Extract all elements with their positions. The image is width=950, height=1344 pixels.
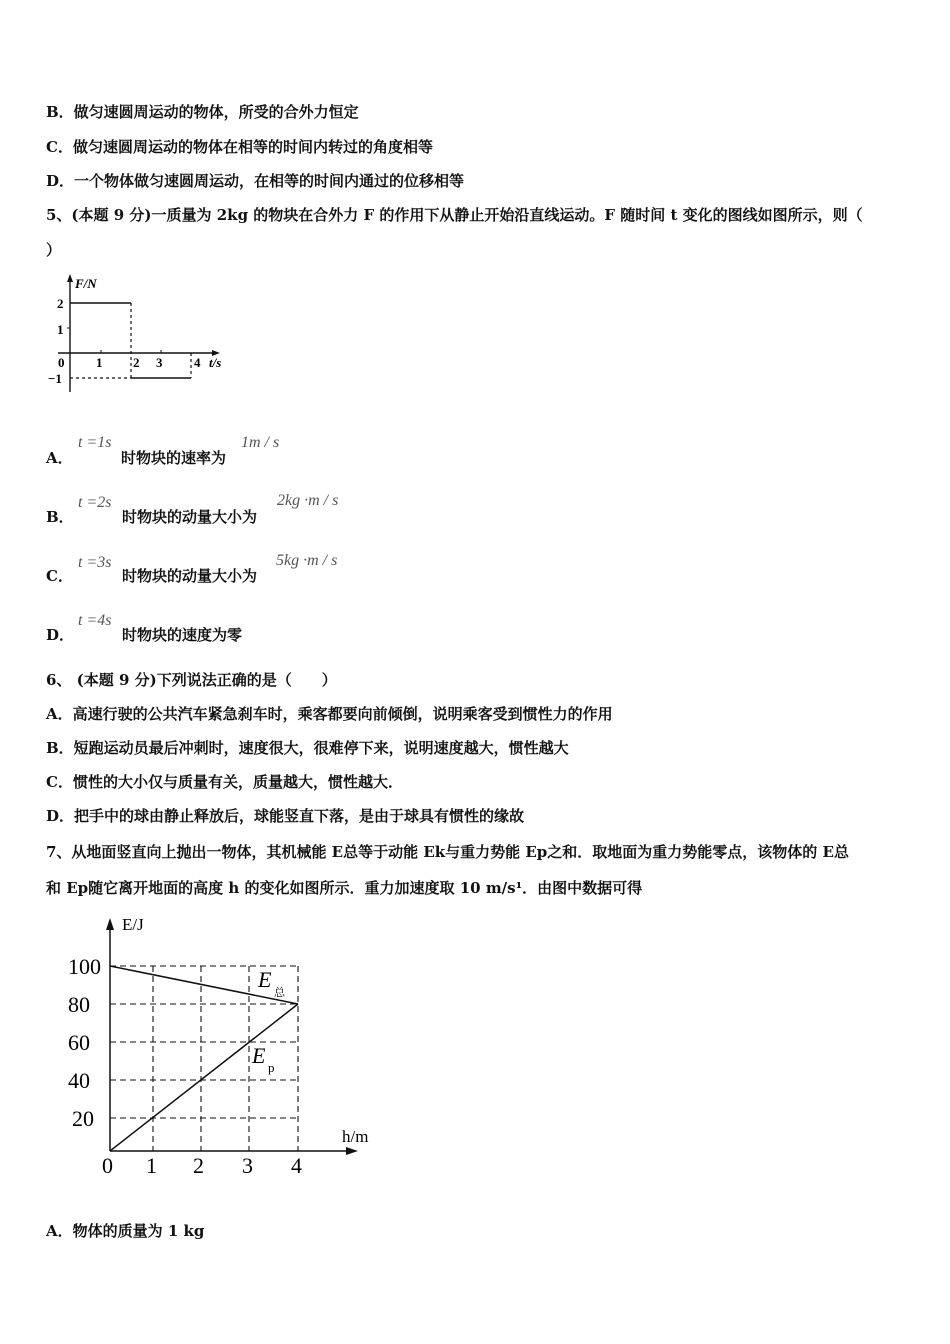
q5-option-b-formula-time: t =2s: [78, 494, 112, 511]
q7-option-a: A．物体的质量为 1 kg: [46, 1222, 205, 1240]
q5-option-d-label: D．: [46, 626, 75, 644]
q4-option-d: D．一个物体做匀速圆周运动，在相等的时间内通过的位移相等: [46, 172, 465, 190]
q6-option-b: B．短跑运动员最后冲刺时，速度很大，很难停下来，说明速度越大，惯性越大: [46, 739, 569, 757]
y-axis-arrow: [67, 274, 73, 282]
x-tick-1: 1: [96, 355, 103, 370]
q5-option-c-text: 时物块的动量大小为: [122, 567, 258, 585]
q6-option-c: C．惯性的大小仅与质量有关，质量越大，惯性越大．: [46, 773, 403, 791]
grid: [110, 966, 298, 1151]
y-tick-60: 60: [68, 1030, 90, 1055]
x-axis-label: t/s: [209, 355, 222, 370]
q5-stem-line1: 5、(本题 9 分)一质量为 2kg 的物块在合外力 F 的作用下从静止开始沿直线运动。F 随时间 t 变化的图线如图所示，则（: [46, 206, 863, 224]
q5-option-d-formula-time: t =4s: [78, 612, 112, 629]
q7-stem-line2: 和 Ep随它离开地面的高度 h 的变化如图所示．重力加速度取 10 m/s¹．由图中数据可得: [46, 879, 643, 897]
y-tick-1: 1: [57, 322, 64, 337]
series-e-total-subscript: 总: [274, 987, 285, 999]
q5-option-a-formula-time: t =1s: [78, 434, 112, 451]
y-tick-100: 100: [68, 954, 101, 979]
q6-stem: 6、 (本题 9 分)下列说法正确的是（ ）: [46, 671, 337, 689]
y-tick-80: 80: [68, 992, 90, 1017]
q7-stem-line1: 7、从地面竖直向上抛出一物体，其机械能 E总等于动能 Ek与重力势能 Ep之和．取地面为重力势能零点，该物体的 E总: [46, 843, 849, 861]
x-tick-4: 4: [291, 1153, 302, 1178]
q5-stem-line2: ）: [46, 241, 62, 259]
q4-option-b: B．做匀速圆周运动的物体，所受的合外力恒定: [46, 103, 359, 121]
q5-option-b-label: B．: [46, 508, 74, 526]
series-ep-label: E: [252, 1043, 266, 1068]
x-tick-3: 3: [156, 355, 163, 370]
q6-option-d: D．把手中的球由静止释放后，球能竖直下落，是由于球具有惯性的缘故: [46, 807, 525, 825]
q5-option-d-text: 时物块的速度为零: [122, 626, 243, 644]
q5-option-a-formula-value: 1m / s: [241, 434, 280, 451]
y-tick-20: 20: [72, 1106, 94, 1131]
x-tick-4: 4: [194, 355, 201, 370]
q4-option-c: C．做匀速圆周运动的物体在相等的时间内转过的角度相等: [46, 138, 433, 156]
y-axis-arrow: [106, 918, 114, 930]
energy-height-graph: [60, 908, 390, 1183]
x-axis-label: h/m: [342, 1127, 369, 1146]
x-tick-2: 2: [193, 1153, 204, 1178]
q5-option-b-text: 时物块的动量大小为: [122, 508, 258, 526]
x-tick-3: 3: [242, 1153, 253, 1178]
q5-option-a-label: A．: [46, 449, 73, 467]
x-tick-1: 1: [146, 1153, 157, 1178]
y-tick-40: 40: [68, 1068, 90, 1093]
q5-option-a-text: 时物块的速率为: [121, 449, 227, 467]
q5-option-c-label: C．: [46, 567, 73, 585]
q5-option-c-formula-value: 5kg ·m / s: [276, 552, 338, 569]
y-tick-neg1: −1: [48, 371, 62, 386]
x-tick-2: 2: [133, 355, 140, 370]
series-ep-line: [110, 1004, 298, 1151]
x-tick-0: 0: [102, 1153, 113, 1178]
y-tick-0: 0: [58, 355, 65, 370]
series-e-total-label: E: [258, 967, 272, 992]
force-time-graph: [44, 272, 244, 397]
q5-option-b-formula-value: 2kg ·m / s: [277, 492, 339, 509]
x-axis-arrow: [346, 1147, 358, 1155]
q5-option-c-formula-time: t =3s: [78, 554, 112, 571]
q6-option-a: A．高速行驶的公共汽车紧急刹车时，乘客都要向前倾倒，说明乘客受到惯性力的作用: [46, 705, 613, 723]
y-axis-label: E/J: [122, 915, 144, 934]
series-ep-subscript: p: [268, 1060, 275, 1075]
y-tick-2: 2: [57, 296, 64, 311]
y-axis-label: F/N: [75, 276, 97, 291]
